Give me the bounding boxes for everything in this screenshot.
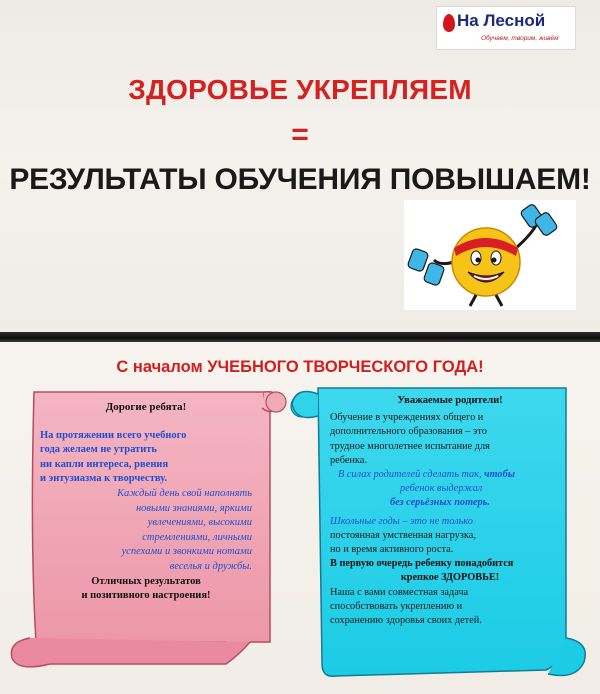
poster-slide-top (0, 0, 600, 332)
right-scroll-title: Уважаемые родители! (397, 395, 503, 406)
right-line: Обучение в учреждениях общего и (330, 412, 484, 424)
right-line: В первую очередь ребенку понадобится (330, 558, 514, 570)
left-closing-line: и позитивного настроения! (81, 590, 211, 602)
left-line: На протяжении всего учебного (40, 429, 187, 441)
right-text-span: В силах родителей сделать так, (338, 469, 485, 481)
right-line: без серьёзных потерь. (390, 497, 490, 509)
logo-name: На Лесной (457, 11, 546, 30)
left-line: стремлениями, личными (142, 531, 252, 543)
right-line: трудное многолетнее испытание для (330, 440, 490, 452)
left-line: увлечениями, высокими (147, 517, 252, 529)
right-scroll-text (330, 394, 570, 628)
left-line: и энтузиазма к творчеству. (40, 473, 167, 485)
right-line: сохранению здоровья своих детей. (330, 615, 482, 627)
right-line: крепкое ЗДОРОВЬЕ! (400, 572, 500, 584)
slide-divider (0, 332, 600, 342)
smiley-illustration (404, 200, 576, 310)
poster-title-line1: ЗДОРОВЬЕ УКРЕПЛЯЕМ (128, 74, 472, 105)
school-logo (436, 6, 576, 50)
drop-icon (443, 14, 455, 32)
right-line: способствовать укреплению и (330, 600, 463, 612)
bottom-heading-prefix: С началом (116, 358, 208, 376)
logo-slogan: Обучаем, творим, живём (481, 35, 559, 42)
smiley-with-dumbbells-icon (404, 200, 576, 310)
left-line: веселья и дружбы. (169, 560, 252, 572)
left-line: ни капли интереса, рвения (40, 458, 169, 470)
left-line: успехами и звонкими нотами (121, 546, 252, 558)
left-line: года желаем не утратить (40, 444, 157, 456)
poster-title-line2: РЕЗУЛЬТАТЫ ОБУЧЕНИЯ ПОВЫШАЕМ! (9, 163, 591, 196)
right-text-span: чтобы (484, 469, 515, 481)
left-line: новыми знаниями, яркими (135, 502, 252, 514)
left-scroll-text (40, 400, 252, 604)
right-line: но и время активного роста. (330, 544, 454, 556)
right-line (330, 468, 570, 482)
right-line: ребенка. (330, 454, 367, 466)
bottom-heading-emphasis: УЧЕБНОГО ТВОРЧЕСКОГО ГОДА! (207, 358, 484, 376)
right-line: Школьные годы – это не только (330, 515, 473, 527)
poster-slide-bottom (0, 342, 600, 694)
right-line: постоянная умственная нагрузка, (330, 529, 476, 541)
poster-equals-sign: = (291, 118, 309, 151)
left-closing-line: Отличных результатов (91, 575, 201, 587)
right-line: ребенок выдержал (400, 483, 483, 495)
right-line: Наша с вами совместная задача (330, 586, 469, 598)
left-scroll-title: Дорогие ребята! (105, 401, 187, 413)
right-line: дополнительного образования – это (330, 426, 487, 438)
left-line: Каждый день свой наполнять (117, 487, 252, 499)
